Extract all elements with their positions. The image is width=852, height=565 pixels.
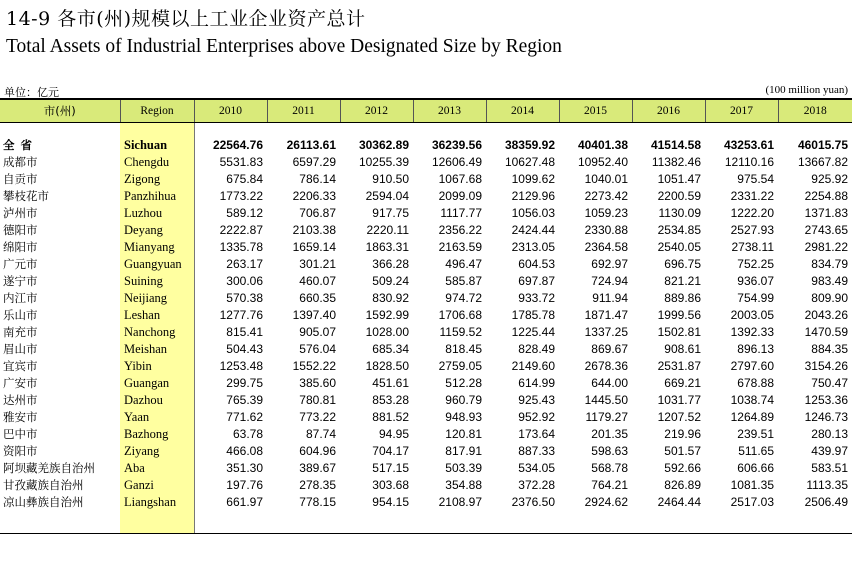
value-cell: 1773.22 [219, 189, 263, 203]
header-year: 2012 [340, 99, 413, 123]
value-cell: 1253.36 [804, 393, 848, 407]
header-year: 2013 [413, 99, 486, 123]
value-cell: 278.35 [299, 478, 336, 492]
value-cell: 975.54 [737, 172, 774, 186]
value-cell: 2003.05 [730, 308, 774, 322]
value-cell: 771.62 [226, 410, 263, 424]
value-cell: 1225.44 [511, 325, 555, 339]
header-year: 2016 [632, 99, 705, 123]
value-cell: 2356.22 [438, 223, 482, 237]
table-row [0, 205, 852, 222]
table-row [0, 477, 852, 494]
value-cell: 696.75 [664, 257, 701, 271]
city-name-en: Dazhou [120, 392, 194, 409]
value-cell: 644.00 [591, 376, 628, 390]
value-cell: 197.76 [226, 478, 263, 492]
value-cell: 1253.48 [219, 359, 263, 373]
value-cell: 439.97 [811, 444, 848, 458]
value-cell: 173.64 [518, 427, 555, 441]
city-name-en: Mianyang [120, 239, 194, 256]
value-cell: 917.75 [372, 206, 409, 220]
city-name-cn: 绵阳市 [3, 240, 38, 254]
city-name-cn: 甘孜藏族自治州 [3, 478, 84, 492]
value-cell: 1337.25 [584, 325, 628, 339]
total-value: 40401.38 [577, 138, 628, 152]
value-cell: 1659.14 [292, 240, 336, 254]
value-cell: 815.41 [226, 325, 263, 339]
value-cell: 2594.04 [365, 189, 409, 203]
value-cell: 675.84 [226, 172, 263, 186]
value-cell: 1056.03 [511, 206, 555, 220]
city-name-cn: 巴中市 [3, 427, 38, 441]
header-year: 2015 [559, 99, 632, 123]
value-cell: 1067.68 [438, 172, 482, 186]
value-cell: 219.96 [664, 427, 701, 441]
value-cell: 830.92 [372, 291, 409, 305]
city-name-cn: 资阳市 [3, 444, 38, 458]
value-cell: 1470.59 [804, 325, 848, 339]
table-row [0, 239, 852, 256]
table-row [0, 154, 852, 171]
city-name-en: Deyang [120, 222, 194, 239]
total-row [0, 137, 852, 154]
value-cell: 1179.27 [585, 410, 628, 424]
table-title-english: Total Assets of Industrial Enterprises above Designated Size by Region [6, 36, 562, 57]
value-cell: 881.52 [372, 410, 409, 424]
city-name-en: Ziyang [120, 443, 194, 460]
value-cell: 504.43 [226, 342, 263, 356]
value-cell: 2364.58 [584, 240, 628, 254]
value-cell: 1706.68 [438, 308, 482, 322]
value-cell: 13667.82 [797, 155, 848, 169]
value-cell: 706.87 [299, 206, 336, 220]
value-cell: 869.67 [591, 342, 628, 356]
value-cell: 1828.50 [365, 359, 409, 373]
value-cell: 570.38 [226, 291, 263, 305]
value-cell: 3154.26 [804, 359, 848, 373]
value-cell: 10255.39 [358, 155, 409, 169]
city-name-en: Nanchong [120, 324, 194, 341]
value-cell: 2108.97 [438, 495, 482, 509]
value-cell: 1371.83 [804, 206, 848, 220]
header-year: 2018 [778, 99, 852, 123]
value-cell: 960.79 [445, 393, 482, 407]
total-value: 43253.61 [723, 138, 774, 152]
value-cell: 809.90 [811, 291, 848, 305]
city-name-en: Chengdu [120, 154, 194, 171]
value-cell: 983.49 [811, 274, 848, 288]
value-cell: 778.15 [299, 495, 336, 509]
value-cell: 2759.05 [438, 359, 482, 373]
value-cell: 280.13 [811, 427, 848, 441]
value-cell: 592.66 [664, 461, 701, 475]
value-cell: 94.95 [378, 427, 409, 441]
value-cell: 786.14 [299, 172, 336, 186]
city-name-en: Luzhou [120, 205, 194, 222]
value-cell: 2527.93 [730, 223, 774, 237]
value-cell: 614.99 [518, 376, 555, 390]
value-cell: 263.17 [226, 257, 263, 271]
value-cell: 512.28 [445, 376, 482, 390]
value-cell: 606.66 [737, 461, 774, 475]
city-name-cn: 德阳市 [3, 223, 38, 237]
total-value: 26113.61 [286, 138, 336, 152]
value-cell: 697.87 [518, 274, 555, 288]
value-cell: 754.99 [737, 291, 774, 305]
city-name-cn: 泸州市 [3, 206, 38, 220]
city-name-cn: 雅安市 [3, 410, 38, 424]
table-row [0, 171, 852, 188]
value-cell: 63.78 [232, 427, 263, 441]
value-cell: 2330.88 [584, 223, 628, 237]
value-cell: 2376.50 [511, 495, 555, 509]
value-cell: 660.35 [299, 291, 336, 305]
value-cell: 12606.49 [431, 155, 482, 169]
value-cell: 948.93 [445, 410, 482, 424]
value-cell: 1040.01 [584, 172, 628, 186]
value-cell: 2797.60 [730, 359, 774, 373]
value-cell: 10952.40 [577, 155, 628, 169]
value-cell: 201.35 [591, 427, 628, 441]
total-name-en: Sichuan [120, 137, 194, 154]
total-value: 41514.58 [650, 138, 701, 152]
table-row [0, 222, 852, 239]
city-name-en: Meishan [120, 341, 194, 358]
total-value: 36239.56 [431, 138, 482, 152]
value-cell: 1051.47 [657, 172, 701, 186]
value-cell: 1335.78 [219, 240, 263, 254]
header-year: 2010 [194, 99, 267, 123]
value-cell: 2043.26 [804, 308, 848, 322]
value-cell: 828.49 [518, 342, 555, 356]
value-cell: 2738.11 [731, 240, 774, 254]
value-cell: 925.92 [811, 172, 848, 186]
value-cell: 299.75 [226, 376, 263, 390]
value-cell: 598.63 [591, 444, 628, 458]
city-name-en: Leshan [120, 307, 194, 324]
value-cell: 933.72 [518, 291, 555, 305]
value-cell: 908.61 [664, 342, 701, 356]
value-cell: 1130.09 [658, 206, 701, 220]
table-row [0, 290, 852, 307]
value-cell: 821.21 [664, 274, 701, 288]
value-cell: 780.81 [299, 393, 336, 407]
value-cell: 669.21 [664, 376, 701, 390]
value-cell: 1246.73 [804, 410, 848, 424]
city-name-cn: 广元市 [3, 257, 38, 271]
city-name-en: Yaan [120, 409, 194, 426]
value-cell: 1785.78 [511, 308, 555, 322]
city-name-cn: 成都市 [3, 155, 38, 169]
value-cell: 764.21 [591, 478, 628, 492]
table-row [0, 324, 852, 341]
value-cell: 2163.59 [438, 240, 482, 254]
table-row [0, 460, 852, 477]
value-cell: 604.96 [299, 444, 336, 458]
value-cell: 576.04 [299, 342, 336, 356]
value-cell: 1552.22 [292, 359, 336, 373]
value-cell: 301.21 [299, 257, 336, 271]
city-name-cn: 攀枝花市 [3, 189, 49, 203]
total-value: 30362.89 [358, 138, 409, 152]
value-cell: 501.57 [664, 444, 701, 458]
value-cell: 385.60 [299, 376, 336, 390]
city-name-cn: 眉山市 [3, 342, 38, 356]
value-cell: 1445.50 [584, 393, 628, 407]
total-name-cn: 全省 [3, 138, 38, 152]
value-cell: 10627.48 [504, 155, 555, 169]
value-cell: 1871.47 [584, 308, 628, 322]
value-cell: 2517.03 [730, 495, 774, 509]
value-cell: 1159.52 [439, 325, 482, 339]
header-row [0, 99, 852, 123]
city-name-cn: 广安市 [3, 376, 38, 390]
table-row [0, 307, 852, 324]
value-cell: 303.68 [372, 478, 409, 492]
city-name-en: Yibin [120, 358, 194, 375]
assets-table [0, 98, 852, 534]
value-cell: 884.35 [811, 342, 848, 356]
value-cell: 2506.49 [804, 495, 848, 509]
value-cell: 954.15 [372, 495, 409, 509]
city-name-cn: 凉山彝族自治州 [3, 495, 84, 509]
table-row [0, 443, 852, 460]
value-cell: 239.51 [737, 427, 774, 441]
value-cell: 661.97 [226, 495, 263, 509]
value-cell: 517.15 [372, 461, 409, 475]
value-cell: 773.22 [299, 410, 336, 424]
value-cell: 534.05 [518, 461, 555, 475]
value-cell: 853.28 [372, 393, 409, 407]
value-cell: 1207.52 [657, 410, 701, 424]
city-name-en: Ganzi [120, 477, 194, 494]
value-cell: 2103.38 [292, 223, 336, 237]
table-row [0, 256, 852, 273]
value-cell: 974.72 [445, 291, 482, 305]
city-name-cn: 内江市 [3, 291, 38, 305]
city-name-cn: 自贡市 [3, 172, 38, 186]
city-name-cn: 南充市 [3, 325, 38, 339]
table-row [0, 358, 852, 375]
unit-label-english: (100 million yuan) [765, 84, 848, 96]
value-cell: 1113.35 [806, 478, 848, 492]
value-cell: 2273.42 [584, 189, 628, 203]
value-cell: 2149.60 [511, 359, 555, 373]
value-cell: 1081.35 [730, 478, 774, 492]
value-cell: 2220.11 [366, 223, 409, 237]
value-cell: 2981.22 [804, 240, 848, 254]
value-cell: 1222.20 [730, 206, 774, 220]
value-cell: 585.87 [445, 274, 482, 288]
value-cell: 1117.77 [440, 206, 482, 220]
value-cell: 372.28 [518, 478, 555, 492]
value-cell: 604.53 [518, 257, 555, 271]
value-cell: 460.07 [299, 274, 336, 288]
value-cell: 2464.44 [657, 495, 701, 509]
value-cell: 834.79 [811, 257, 848, 271]
table-row [0, 375, 852, 392]
unit-label-chinese: 单位：亿元 [4, 86, 59, 99]
value-cell: 2222.87 [219, 223, 263, 237]
value-cell: 351.30 [226, 461, 263, 475]
city-name-en: Suining [120, 273, 194, 290]
value-cell: 818.45 [445, 342, 482, 356]
value-cell: 952.92 [518, 410, 555, 424]
value-cell: 704.17 [372, 444, 409, 458]
value-cell: 466.08 [226, 444, 263, 458]
table-row [0, 494, 852, 511]
city-name-cn: 遂宁市 [3, 274, 38, 288]
total-value: 22564.76 [212, 138, 263, 152]
value-cell: 589.12 [226, 206, 263, 220]
table-row [0, 273, 852, 290]
value-cell: 724.94 [591, 274, 628, 288]
value-cell: 905.07 [299, 325, 336, 339]
value-cell: 889.86 [664, 291, 701, 305]
value-cell: 1502.81 [657, 325, 701, 339]
table-row [0, 188, 852, 205]
value-cell: 2206.33 [292, 189, 336, 203]
value-cell: 1592.99 [365, 308, 409, 322]
value-cell: 817.91 [445, 444, 482, 458]
table-row [0, 341, 852, 358]
table-bottom-rule [0, 511, 852, 534]
city-name-en: Liangshan [120, 494, 194, 511]
value-cell: 925.43 [518, 393, 555, 407]
value-cell: 752.25 [737, 257, 774, 271]
value-cell: 887.33 [518, 444, 555, 458]
value-cell: 389.67 [299, 461, 336, 475]
value-cell: 2099.09 [438, 189, 482, 203]
value-cell: 568.78 [591, 461, 628, 475]
value-cell: 2531.87 [657, 359, 701, 373]
value-cell: 936.07 [737, 274, 774, 288]
value-cell: 685.34 [372, 342, 409, 356]
value-cell: 750.47 [811, 376, 848, 390]
header-year: 2017 [705, 99, 778, 123]
table-row [0, 409, 852, 426]
value-cell: 366.28 [372, 257, 409, 271]
city-name-en: Zigong [120, 171, 194, 188]
value-cell: 1999.56 [657, 308, 701, 322]
value-cell: 692.97 [591, 257, 628, 271]
spacer-row [0, 123, 852, 138]
value-cell: 2331.22 [730, 189, 774, 203]
value-cell: 678.88 [737, 376, 774, 390]
value-cell: 911.94 [592, 291, 628, 305]
table-row [0, 392, 852, 409]
total-value: 46015.75 [797, 138, 848, 152]
value-cell: 87.74 [305, 427, 336, 441]
header-city: 市(州) [0, 99, 120, 123]
city-name-cn: 乐山市 [3, 308, 38, 322]
value-cell: 451.61 [372, 376, 409, 390]
value-cell: 503.39 [445, 461, 482, 475]
value-cell: 1863.31 [365, 240, 409, 254]
value-cell: 2678.36 [584, 359, 628, 373]
value-cell: 11382.46 [651, 155, 701, 169]
city-name-en: Neijiang [120, 290, 194, 307]
value-cell: 1397.40 [292, 308, 336, 322]
header-year: 2014 [486, 99, 559, 123]
value-cell: 826.89 [664, 478, 701, 492]
value-cell: 765.39 [226, 393, 263, 407]
value-cell: 120.81 [445, 427, 482, 441]
value-cell: 2924.62 [584, 495, 628, 509]
value-cell: 583.51 [811, 461, 848, 475]
value-cell: 496.47 [445, 257, 482, 271]
city-name-en: Guangan [120, 375, 194, 392]
value-cell: 1277.76 [219, 308, 263, 322]
value-cell: 1031.77 [657, 393, 701, 407]
city-name-cn: 宜宾市 [3, 359, 38, 373]
city-name-en: Guangyuan [120, 256, 194, 273]
city-name-cn: 达州市 [3, 393, 38, 407]
city-name-en: Panzhihua [120, 188, 194, 205]
value-cell: 12110.16 [724, 155, 774, 169]
value-cell: 1028.00 [365, 325, 409, 339]
value-cell: 2254.88 [804, 189, 848, 203]
value-cell: 2534.85 [657, 223, 701, 237]
value-cell: 6597.29 [292, 155, 336, 169]
value-cell: 2313.05 [511, 240, 555, 254]
value-cell: 910.50 [372, 172, 409, 186]
value-cell: 1099.62 [511, 172, 555, 186]
city-name-en: Aba [120, 460, 194, 477]
value-cell: 1059.23 [584, 206, 628, 220]
city-name-cn: 阿坝藏羌族自治州 [3, 461, 95, 475]
value-cell: 300.06 [226, 274, 263, 288]
table-title-chinese: 14-9 各市(州)规模以上工业企业资产总计 [6, 8, 366, 30]
value-cell: 2743.65 [804, 223, 848, 237]
table-row [0, 426, 852, 443]
total-value: 38359.92 [504, 138, 555, 152]
value-cell: 2200.59 [657, 189, 701, 203]
value-cell: 2129.96 [511, 189, 555, 203]
city-name-en: Bazhong [120, 426, 194, 443]
value-cell: 511.65 [738, 444, 774, 458]
value-cell: 1392.33 [730, 325, 774, 339]
value-cell: 1038.74 [730, 393, 774, 407]
value-cell: 2540.05 [657, 240, 701, 254]
value-cell: 1264.89 [730, 410, 774, 424]
value-cell: 896.13 [737, 342, 774, 356]
value-cell: 509.24 [372, 274, 409, 288]
value-cell: 354.88 [445, 478, 482, 492]
value-cell: 2424.44 [511, 223, 555, 237]
value-cell: 5531.83 [219, 155, 263, 169]
header-region: Region [120, 99, 194, 123]
header-year: 2011 [267, 99, 340, 123]
